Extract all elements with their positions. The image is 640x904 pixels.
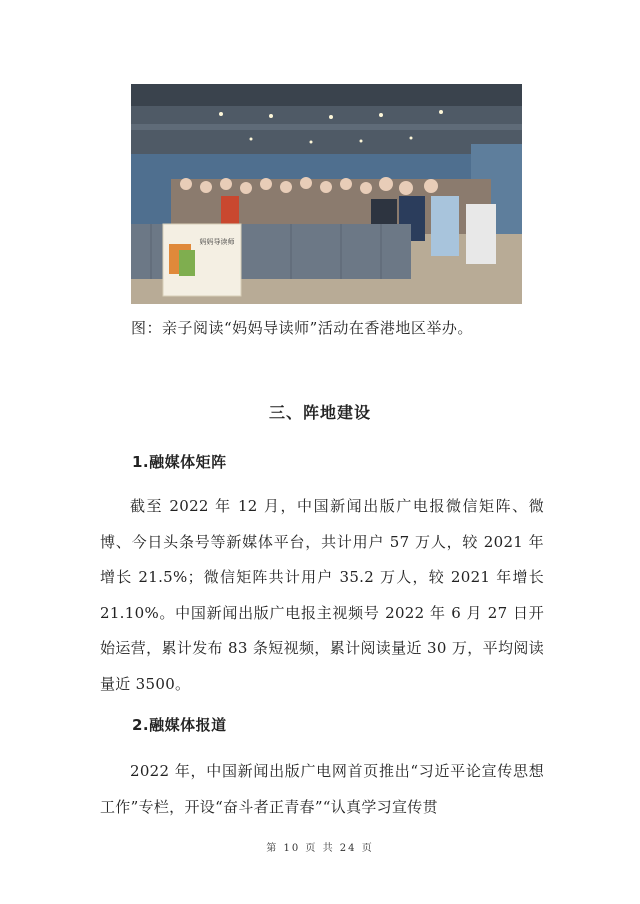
subsection-heading-1: 1.融媒体矩阵 <box>132 453 227 471</box>
page-footer <box>0 839 640 854</box>
footer-current-page: 10 <box>283 843 301 854</box>
section-title: 三、阵地建设 <box>268 403 371 422</box>
footer-total-pages: 24 <box>339 843 357 854</box>
event-photo <box>131 84 522 304</box>
footer-middle: 页 共 <box>305 843 335 854</box>
subsection-heading-2: 2.融媒体报道 <box>132 716 227 734</box>
subsection-paragraph-1: 截至 2022 年 12 月，中国新闻出版广电报微信矩阵、微博、今日头条号等新媒体平台，共计用户 57 万人，较 2021 年增长 21.5%；微信矩阵共计用户 35.2 万人，较 2021 年增长 21.10%。中国新闻出版广电报主视频号 2022 年 6 月 27 日开始运营，累计发布 83 条短视频，累计阅读量近 30 万，平均阅读量近 3500。 <box>100 497 544 693</box>
footer-prefix: 第 <box>266 843 279 854</box>
event-photo-image <box>131 84 522 304</box>
subsection-paragraph-2: 2022 年，中国新闻出版广电网首页推出“习近平论宣传思想工作”专栏，开设“奋斗者正青春”“认真学习宣传贯 <box>100 762 544 816</box>
photo-caption: 图：亲子阅读“妈妈导读师”活动在香港地区举办。 <box>131 319 473 337</box>
banner-text: 妈妈导读师 <box>199 238 235 246</box>
footer-suffix: 页 <box>361 843 374 854</box>
